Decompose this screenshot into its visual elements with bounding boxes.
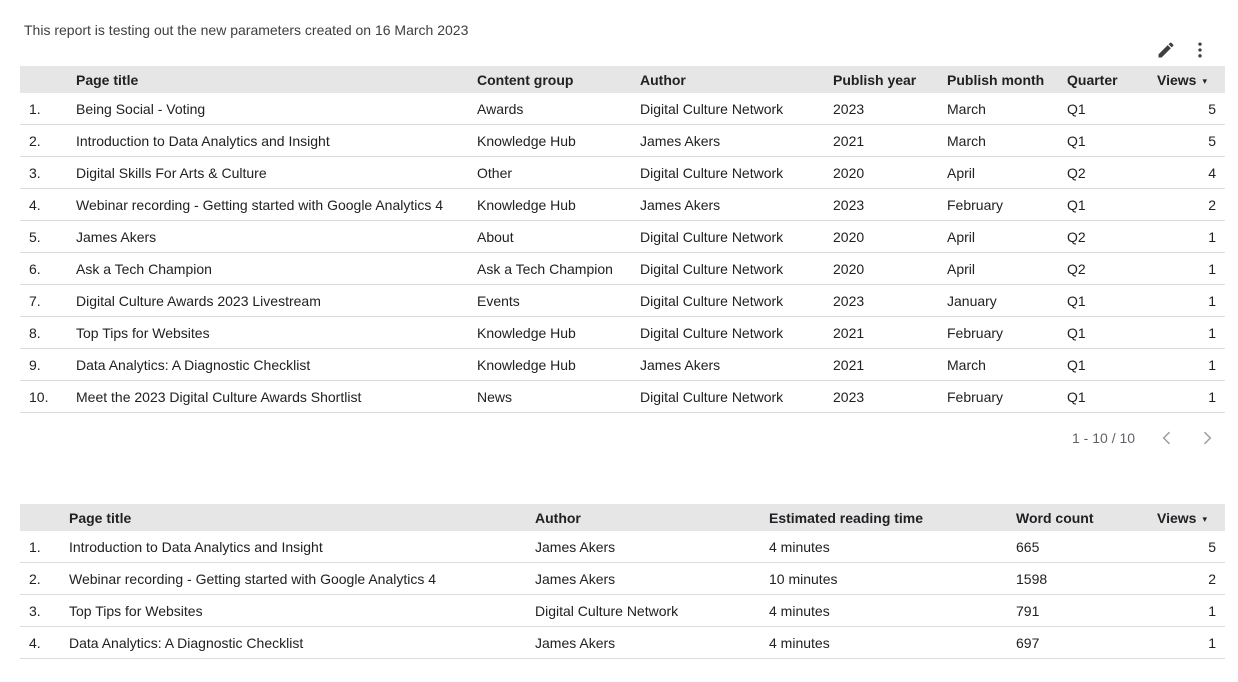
cell-views: 2 <box>1147 563 1225 595</box>
cell-views: 1 <box>1147 595 1225 627</box>
cell-author: James Akers <box>640 189 833 221</box>
cell-views: 1 <box>1147 285 1225 317</box>
cell-publish-year: 2023 <box>833 189 947 221</box>
cell-author: Digital Culture Network <box>535 595 769 627</box>
cell-quarter: Q1 <box>1067 381 1147 413</box>
pages-table-body <box>20 93 1225 413</box>
cell-quarter: Q1 <box>1067 125 1147 157</box>
cell-quarter: Q1 <box>1067 349 1147 381</box>
cell-author: Digital Culture Network <box>640 93 833 125</box>
row-index: 10. <box>20 381 76 413</box>
cell-page-title: Data Analytics: A Diagnostic Checklist <box>69 627 535 659</box>
cell-quarter: Q2 <box>1067 157 1147 189</box>
column-header-publish-year[interactable]: Publish year <box>833 66 947 93</box>
cell-publish-month: February <box>947 317 1067 349</box>
cell-publish-year: 2023 <box>833 285 947 317</box>
cell-page-title: James Akers <box>76 221 477 253</box>
cell-author: Digital Culture Network <box>640 285 833 317</box>
chart-toolbar <box>1156 40 1216 60</box>
cell-content-group: Ask a Tech Champion <box>477 253 640 285</box>
pencil-icon[interactable] <box>1156 40 1176 60</box>
cell-content-group: Knowledge Hub <box>477 317 640 349</box>
row-index: 3. <box>20 157 76 189</box>
cell-page-title: Top Tips for Websites <box>69 595 535 627</box>
cell-views: 5 <box>1147 93 1225 125</box>
table-header-row <box>20 504 1225 531</box>
row-index: 9. <box>20 349 76 381</box>
cell-views: 1 <box>1147 349 1225 381</box>
column-header-reading-time[interactable]: Estimated reading time <box>769 504 1016 531</box>
cell-content-group: About <box>477 221 640 253</box>
cell-publish-year: 2020 <box>833 221 947 253</box>
cell-page-title: Digital Culture Awards 2023 Livestream <box>76 285 477 317</box>
cell-publish-month: February <box>947 189 1067 221</box>
cell-content-group: Awards <box>477 93 640 125</box>
row-index: 1. <box>20 531 69 563</box>
cell-views: 1 <box>1147 253 1225 285</box>
cell-views: 1 <box>1147 381 1225 413</box>
cell-page-title: Ask a Tech Champion <box>76 253 477 285</box>
cell-publish-month: March <box>947 125 1067 157</box>
column-header-views[interactable] <box>1147 504 1225 531</box>
cell-views: 1 <box>1147 627 1225 659</box>
reading-time-table <box>20 504 1225 659</box>
table-row[interactable] <box>20 125 1225 157</box>
column-header-author[interactable]: Author <box>640 66 833 93</box>
cell-publish-year: 2021 <box>833 125 947 157</box>
sort-down-icon: ▾ <box>1202 513 1207 524</box>
row-index: 5. <box>20 221 76 253</box>
cell-views: 2 <box>1147 189 1225 221</box>
cell-page-title: Being Social - Voting <box>76 93 477 125</box>
cell-quarter: Q1 <box>1067 93 1147 125</box>
table-row[interactable] <box>20 349 1225 381</box>
cell-reading-time: 4 minutes <box>769 531 1016 563</box>
cell-views: 1 <box>1147 221 1225 253</box>
table-row[interactable] <box>20 189 1225 221</box>
cell-quarter: Q1 <box>1067 317 1147 349</box>
column-header-author[interactable]: Author <box>535 504 769 531</box>
cell-author: James Akers <box>640 125 833 157</box>
more-vert-icon[interactable] <box>1190 40 1210 60</box>
report-caption: This report is testing out the new parameters created on 16 March 2023 <box>24 22 469 38</box>
cell-author: James Akers <box>640 349 833 381</box>
cell-quarter: Q2 <box>1067 253 1147 285</box>
column-header-views[interactable] <box>1147 66 1225 93</box>
views-header-label: Views <box>1157 71 1197 88</box>
column-header-page-title[interactable]: Page title <box>76 66 477 93</box>
cell-views: 5 <box>1147 531 1225 563</box>
cell-author: Digital Culture Network <box>640 381 833 413</box>
table-row[interactable] <box>20 285 1225 317</box>
index-header <box>20 66 76 93</box>
cell-author: Digital Culture Network <box>640 221 833 253</box>
cell-word-count: 1598 <box>1016 563 1147 595</box>
cell-content-group: Knowledge Hub <box>477 125 640 157</box>
cell-views: 5 <box>1147 125 1225 157</box>
column-header-content-group[interactable]: Content group <box>477 66 640 93</box>
table-header-row <box>20 66 1225 93</box>
cell-page-title: Meet the 2023 Digital Culture Awards Shortlist <box>76 381 477 413</box>
column-header-page-title[interactable]: Page title <box>69 504 535 531</box>
cell-word-count: 697 <box>1016 627 1147 659</box>
row-index: 3. <box>20 595 69 627</box>
cell-views: 4 <box>1147 157 1225 189</box>
cell-author: James Akers <box>535 563 769 595</box>
cell-page-title: Top Tips for Websites <box>76 317 477 349</box>
column-header-word-count[interactable]: Word count <box>1016 504 1147 531</box>
pagination <box>1060 426 1225 450</box>
cell-content-group: Knowledge Hub <box>477 349 640 381</box>
row-index: 7. <box>20 285 76 317</box>
cell-author: Digital Culture Network <box>640 253 833 285</box>
row-index: 6. <box>20 253 76 285</box>
chevron-right-icon[interactable] <box>1197 428 1217 448</box>
cell-publish-month: March <box>947 349 1067 381</box>
table-row[interactable] <box>20 317 1225 349</box>
cell-author: James Akers <box>535 627 769 659</box>
cell-views: 1 <box>1147 317 1225 349</box>
cell-publish-month: March <box>947 93 1067 125</box>
cell-content-group: News <box>477 381 640 413</box>
column-header-publish-month[interactable]: Publish month <box>947 66 1067 93</box>
cell-author: Digital Culture Network <box>640 157 833 189</box>
cell-quarter: Q1 <box>1067 189 1147 221</box>
table-row[interactable] <box>20 157 1225 189</box>
pages-table <box>20 66 1225 413</box>
cell-page-title: Digital Skills For Arts & Culture <box>76 157 477 189</box>
sort-down-icon: ▾ <box>1202 75 1207 86</box>
table-row[interactable] <box>20 93 1225 125</box>
cell-publish-month: April <box>947 253 1067 285</box>
cell-page-title: Introduction to Data Analytics and Insight <box>76 125 477 157</box>
reading-time-table-body <box>20 531 1225 659</box>
cell-reading-time: 4 minutes <box>769 595 1016 627</box>
cell-publish-year: 2023 <box>833 381 947 413</box>
row-index: 4. <box>20 627 69 659</box>
cell-content-group: Other <box>477 157 640 189</box>
cell-publish-month: April <box>947 157 1067 189</box>
cell-quarter: Q2 <box>1067 221 1147 253</box>
table-row[interactable] <box>20 531 1225 563</box>
table-row[interactable] <box>20 563 1225 595</box>
table-row[interactable] <box>20 595 1225 627</box>
chevron-left-icon[interactable] <box>1157 428 1177 448</box>
row-index: 1. <box>20 93 76 125</box>
row-index: 4. <box>20 189 76 221</box>
cell-publish-year: 2023 <box>833 93 947 125</box>
pagination-range: 1 - 10 / 10 <box>1072 430 1136 446</box>
cell-author: James Akers <box>535 531 769 563</box>
cell-publish-month: January <box>947 285 1067 317</box>
cell-quarter: Q1 <box>1067 285 1147 317</box>
table-row[interactable] <box>20 381 1225 413</box>
row-index: 2. <box>20 563 69 595</box>
table-row[interactable] <box>20 253 1225 285</box>
table-row[interactable] <box>20 627 1225 659</box>
cell-reading-time: 4 minutes <box>769 627 1016 659</box>
cell-word-count: 665 <box>1016 531 1147 563</box>
cell-author: Digital Culture Network <box>640 317 833 349</box>
cell-publish-year: 2021 <box>833 349 947 381</box>
cell-reading-time: 10 minutes <box>769 563 1016 595</box>
cell-content-group: Events <box>477 285 640 317</box>
row-index: 8. <box>20 317 76 349</box>
cell-publish-month: April <box>947 221 1067 253</box>
row-index: 2. <box>20 125 76 157</box>
table-row[interactable] <box>20 221 1225 253</box>
column-header-quarter[interactable]: Quarter <box>1067 66 1147 93</box>
cell-page-title: Introduction to Data Analytics and Insight <box>69 531 535 563</box>
cell-publish-year: 2021 <box>833 317 947 349</box>
cell-page-title: Data Analytics: A Diagnostic Checklist <box>76 349 477 381</box>
views-header-label: Views <box>1157 509 1197 526</box>
cell-publish-year: 2020 <box>833 253 947 285</box>
index-header <box>20 504 69 531</box>
cell-publish-year: 2020 <box>833 157 947 189</box>
cell-publish-month: February <box>947 381 1067 413</box>
cell-page-title: Webinar recording - Getting started with Google Analytics 4 <box>76 189 477 221</box>
cell-word-count: 791 <box>1016 595 1147 627</box>
cell-page-title: Webinar recording - Getting started with Google Analytics 4 <box>69 563 535 595</box>
cell-content-group: Knowledge Hub <box>477 189 640 221</box>
